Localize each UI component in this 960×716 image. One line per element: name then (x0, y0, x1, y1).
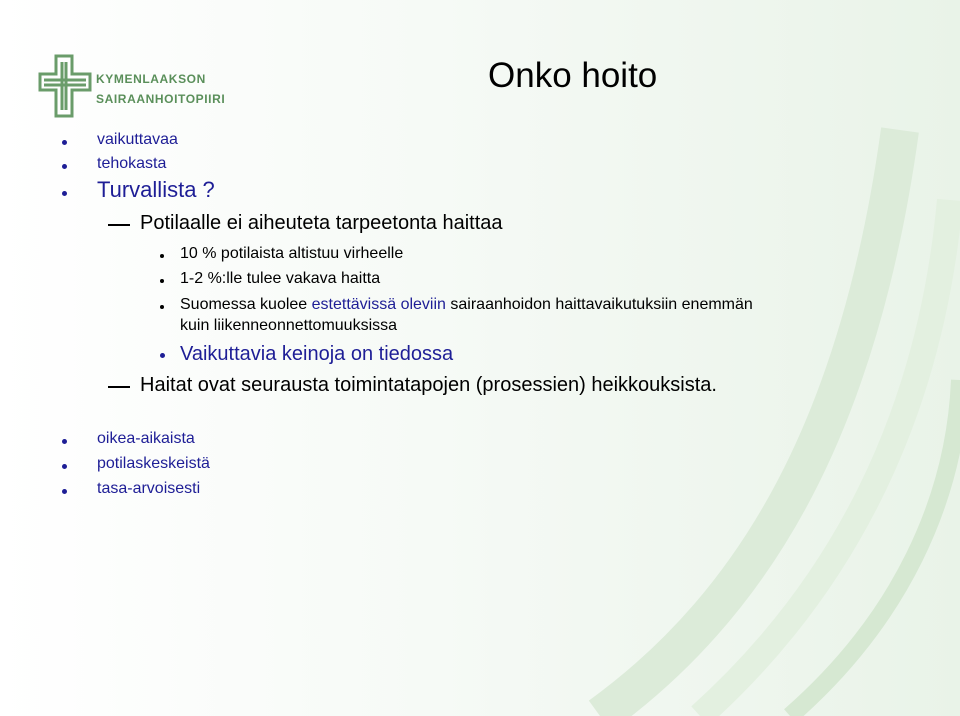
bullet-icon (62, 140, 67, 145)
finland-statistic (180, 296, 753, 314)
bullet-icon (62, 439, 67, 444)
list-item: 10 % potilaista altistuu virheelle (180, 245, 404, 262)
finland-statistic-post: sairaanhoidon haittavaikutuksiin enemmän (445, 296, 753, 313)
bullet-icon (160, 279, 164, 283)
list-item: tehokasta (97, 155, 167, 172)
bullet-icon (62, 464, 67, 469)
finland-statistic-highlight: estettävissä oleviin (311, 296, 446, 313)
dash-icon (108, 224, 130, 226)
bullet-icon (160, 254, 164, 258)
finland-statistic-line2: kuin liikenneonnettomuuksissa (180, 317, 398, 334)
methods-known: Vaikuttavia keinoja on tiedossa (180, 343, 454, 365)
safety-point-processes: Haitat ovat seurausta toimintatapojen (prosessien) heikkouksista. (140, 374, 717, 396)
finland-statistic-pre: Suomessa kuolee (180, 296, 312, 313)
dash-icon (108, 386, 130, 388)
list-item: oikea-aikaista (97, 430, 195, 447)
logo-text-line1: KYMENLAAKSON (96, 72, 206, 86)
bullet-icon (62, 164, 67, 169)
bullet-icon (62, 489, 67, 494)
list-item: tasa-arvoisesti (97, 480, 201, 497)
safety-heading: Turvallista ? (97, 177, 215, 202)
list-item: vaikuttavaa (97, 131, 178, 148)
list-item: 1-2 %:lle tulee vakava haitta (180, 270, 381, 287)
bullet-icon (160, 305, 164, 309)
bullet-icon (160, 353, 165, 358)
bullet-icon (62, 191, 67, 196)
page-title: Onko hoito (488, 56, 658, 95)
logo-text-line2: SAIRAANHOITOPIIRI (96, 92, 226, 106)
safety-point-harm: Potilaalle ei aiheuteta tarpeetonta haittaa (140, 212, 503, 234)
list-item: potilaskeskeistä (97, 455, 210, 472)
hospital-district-logo-icon (36, 54, 226, 120)
